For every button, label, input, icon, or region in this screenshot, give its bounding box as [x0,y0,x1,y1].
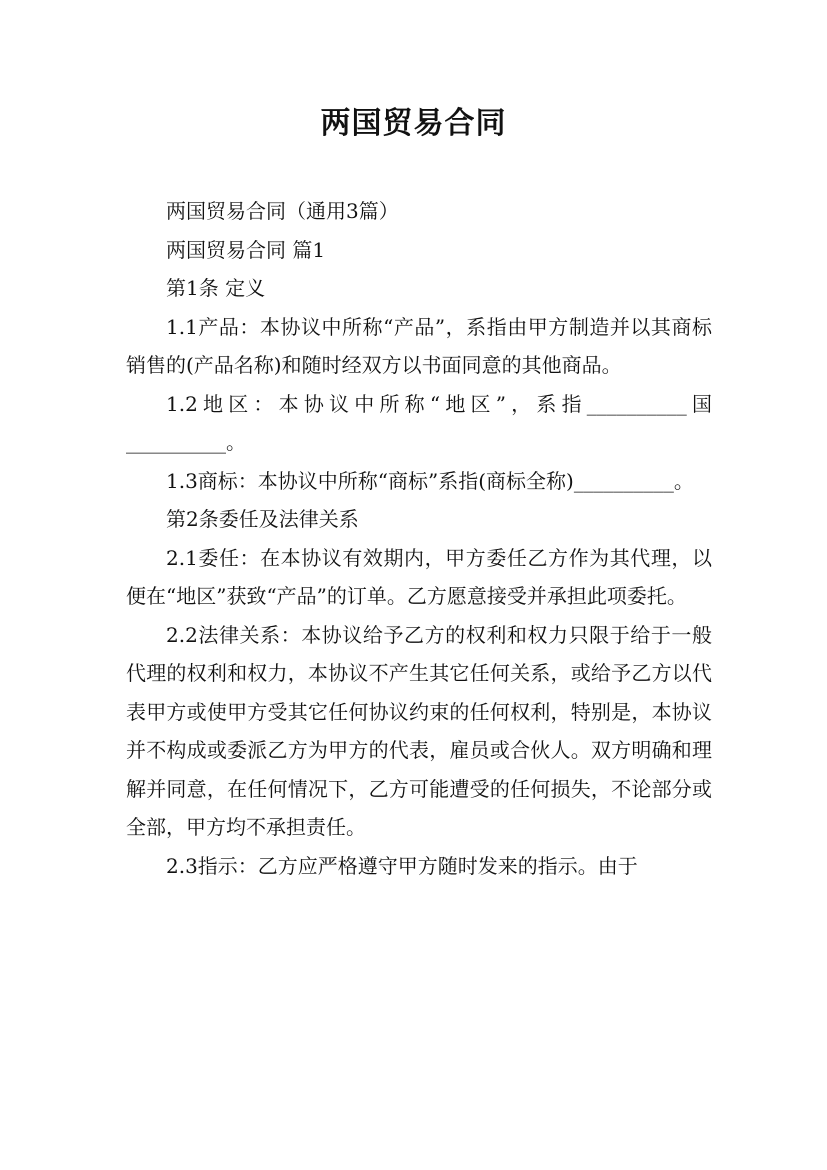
paragraph-subtitle: 两国贸易合同（通用3篇） [166,199,399,223]
paragraph-2-1-appointment: 2.1委任：在本协议有效期内，甲方委任乙方作为其代理，以便在“地区”获致“产品”的订单。乙方愿意接受并承担此项委托。 [126,545,712,608]
paragraph-1-2-region: 1.2地区：本协议中所称“地区”，系指__________国__________。 [126,391,712,454]
paragraph-2-2-legal-relation: 2.2法律关系：本协议给予乙方的权利和权力只限于给于一般代理的权利和权力，本协议不产生其它任何关系，或给予乙方以代表甲方或使甲方受其它任何协议约束的任何权利，特别是，本协议并不构成或委派乙方为甲方的代表，雇员或合伙人。双方明确和理解并同意，在任何情况下，乙方可能遭受的任何损失，不论部分或全部，甲方均不承担责任。 [126,622,712,839]
paragraph-article-1-heading: 第1条 定义 [166,276,266,300]
document-title: 两国贸易合同 [320,106,507,141]
paragraph-2-3-instructions: 2.3指示：乙方应严格遵守甲方随时发来的指示。由于 [166,853,638,878]
paragraph-1-1-product: 1.1产品：本协议中所称“产品”，系指由甲方制造并以其商标销售的(产品名称)和随时经双方以书面同意的其他商品。 [126,314,712,377]
paragraph-article-2-heading: 第2条委任及法律关系 [166,507,359,531]
document-body [126,192,712,885]
paragraph-1-3-trademark: 1.3商标：本协议中所称“商标”系指(商标全称)__________。 [166,468,694,493]
paragraph-section-heading: 两国贸易合同 篇1 [166,237,326,262]
